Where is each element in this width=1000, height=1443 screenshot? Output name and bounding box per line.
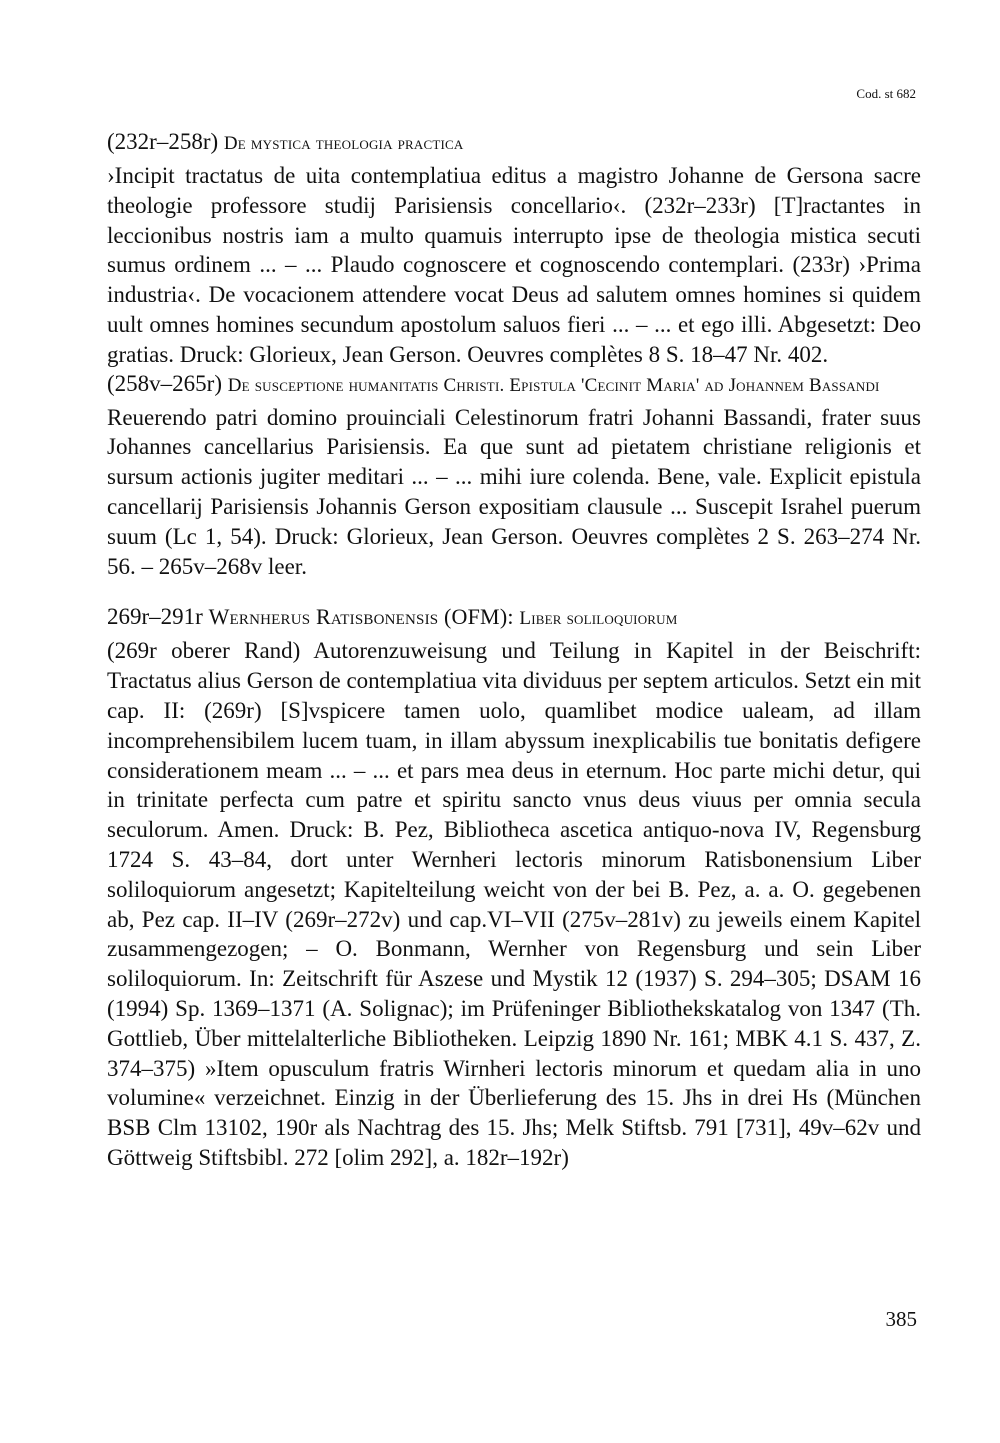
entry-author: Wernherus Ratisbonensis (OFM): [208,604,514,630]
entry-title: Liber soliloquiorum [519,608,678,630]
catalog-entry [107,370,921,582]
entry-heading [107,128,921,158]
entry-title: De susceptione humanitatis Christi. Epistula 'Cecinit Maria' ad Johannem Bassandi [227,374,880,396]
entry-heading [107,370,921,400]
shelfmark: Cod. st 682 [856,86,916,101]
catalog-entries [107,128,921,1173]
entry-title: De mystica theologia practica [223,133,464,154]
entry-heading [107,603,921,633]
entry-folio: (258v–265r) [107,370,222,396]
entry-description: ›Incipit tractatus de uita contemplatiua editus a magistro Johanne de Gersona sacre theologie professore studij Parisiensis concellario‹. (232r–233r) [T]ractantes in leccionibus nostris iam a multo quamuis interrupto ipse de theologia mistica secuti sumus ordinem ... – ... Plaudo cognoscere et cognoscendo contemplari. (233r) ›Prima industria‹. De vocacionem attendere vocat Deus ad salutem omnes homines si quidem uult omnes homines secundum apostolum saluos fieri ... – ... et ego illi. Abgesetzt: Deo gratias. Druck: Glorieux, Jean Gerson. Oeuvres complètes 8 S. 18–47 Nr. 402. [107,163,921,367]
entry-description: Reuerendo patri domino prouinciali Celestinorum fratri Johanni Bassandi, frater suus Johannes cancellarius Parisiensis. Ea que sunt ad pietatem christiane religionis et sursum actionis jugiter meditari ... – ... mihi iure colenda. Bene, vale. Explicit epistula cancellarij Parisiensis Johannis Gerson expositiam clausule ... Suscepit Israhel puerum suum (Lc 1, 54). Druck: Glorieux, Jean Gerson. Oeuvres complètes 2 S. 263–274 Nr. 56. – 265v–268v leer. [107,404,921,579]
entry-folio: 269r–291r [107,604,203,630]
entry-folio: (232r–258r) [107,129,219,154]
entry-description: (269r oberer Rand) Autorenzuweisung und Teilung in Kapitel in der Beischrift: Tractatus alius Gerson de contemplatiua vita dividuus per septem articulos. Setzt ein mit cap. II: (269r) [S]vspicere tamen uolo, quamlibet modice ualeam, ad illam incomprehensibilem lucem tuam, in illam abyssum inexplicabilis tue bonitatis defigere considerationem meam ... – ... et pars mea deus in eternum. Hoc parte michi detur, qui in trinitate perfecta cum patre et spiritu sancto vnus deus viuus per omnia secula seculorum. Amen. Druck: B. Pez, Bibliotheca ascetica antiquo-nova IV, Regensburg 1724 S. 43–84, dort unter Wernheri lectoris minorum Ratisbonensium Liber soliloquiorum angesetzt; Kapitelteilung weicht von der bei B. Pez, a. a. O. gegebenen ab, Pez cap. II–IV (269r–272v) und cap.VI–VII (275v–281v) zu jeweils einem Kapitel zusammengezogen; – O. Bonmann, Wernher von Regensburg und sein Liber soliloquiorum. In: Zeitschrift für Aszese und Mystik 12 (1937) S. 294–305; DSAM 16 (1994) Sp. 1369–1371 (A. Solignac); im Prüfeninger Bibliothekskatalog von 1347 (Th. Gottlieb, Über mittelalterliche Bibliotheken. Leipzig 1890 Nr. 161; MBK 4.1 S. 437, Z. 374–375) »Item opusculum fratris Wirnheri lectoris minorum et quedam alia in uno volumine« verzeichnet. Einzig in der Überlieferung des 15. Jhs in drei Hs (München BSB Clm 13102, 190r als Nachtrag des 15. Jhs; Melk Stiftsb. 791 [731], 49v–62v und Göttweig Stiftsbibl. 272 [olim 292], a. 182r–192r) [107,638,921,1170]
catalog-entry [107,128,921,370]
catalog-entry [107,603,921,1172]
page-number: 385 [885,1307,917,1331]
